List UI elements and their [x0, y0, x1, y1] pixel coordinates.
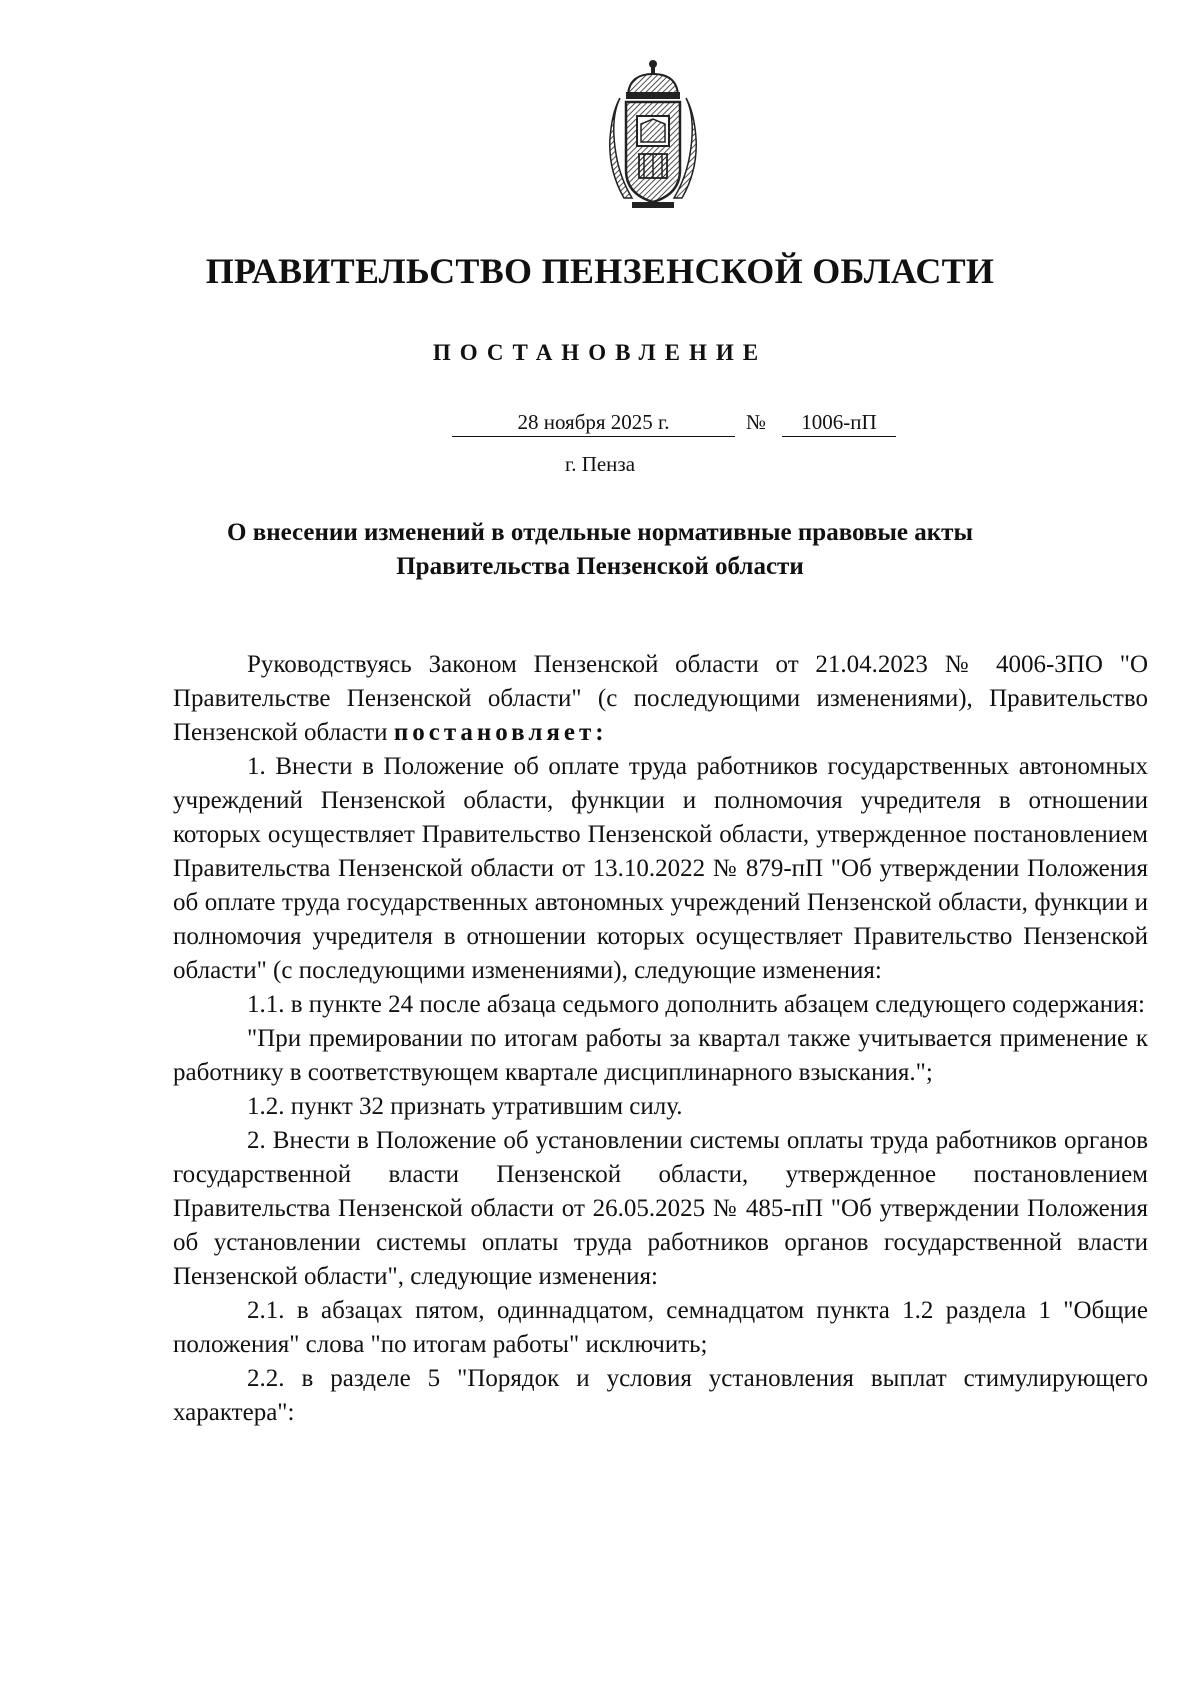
decree-subject	[150, 516, 1050, 584]
city: г. Пенза	[564, 452, 636, 476]
government-title: ПРАВИТЕЛЬСТВО ПЕНЗЕНСКОЙ ОБЛАСТИ	[205, 251, 995, 291]
decree-number: 1006-пП	[782, 410, 896, 437]
preamble	[173, 648, 1148, 750]
paragraph-2-2: 2.2. в разделе 5 "Порядок и условия установления выплат стимулирующего характера":	[173, 1365, 1148, 1426]
paragraph-2-1: 2.1. в абзацах пятом, одиннадцатом, семнадцатом пункта 1.2 раздела 1 "Общие положения" слова "по итогам работы" исключить;	[173, 1297, 1148, 1358]
preamble-text: Руководствуясь Законом Пензенской области от 21.04.2023 № 4006-ЗПО "О Правительстве Пензенской области" (с последующими изменениями), Правительство Пензенской области	[173, 651, 1148, 746]
paragraph-1-1: 1.1. в пункте 24 после абзаца седьмого дополнить абзацем следующего содержания:	[247, 991, 1145, 1018]
coat-of-arms-icon	[606, 58, 700, 210]
decree-date: 28 ноября 2025 г.	[452, 410, 735, 437]
subject-line-1: О внесении изменений в отдельные нормативные правовые акты	[227, 519, 973, 546]
date-number-line	[0, 410, 1200, 444]
paragraph-1-2: 1.2. пункт 32 признать утратившим силу.	[247, 1093, 683, 1120]
decree-body	[173, 648, 1148, 1430]
paragraph-quote: "При премировании по итогам работы за квартал также учитывается применение к работнику в соответствующем квартале дисциплинарного взыскания.";	[173, 1025, 1148, 1086]
paragraph-1: 1. Внести в Положение об оплате труда работников государственных автономных учреждений Пензенской области, функции и полномочия учредителя в отношении которых осуществляет Правительство Пензенской области, утвержденное постановлением Правительства Пензенской области от 13.10.2022 № 879-пП "Об утверждении Положения об оплате труда государственных автономных учреждений Пензенской области, функции и полномочия учредителя в отношении которых осуществляет Правительство Пензенской области" (с последующими изменениями), следующие изменения:	[173, 753, 1148, 984]
number-sign: №	[746, 410, 767, 434]
paragraph-2: 2. Внести в Положение об установлении системы оплаты труда работников органов государственной власти Пензенской области, утвержденное постановлением Правительства Пензенской области от 26.05.2025 № 485-пП "Об утверждении Положения об установлении системы оплаты труда работников органов государственной власти Пензенской области", следующие изменения:	[173, 1127, 1148, 1290]
document-type: ПОСТАНОВЛЕНИЕ	[432, 340, 768, 365]
decree-word: постановляет:	[393, 719, 608, 746]
subject-line-2: Правительства Пензенской области	[396, 553, 804, 580]
